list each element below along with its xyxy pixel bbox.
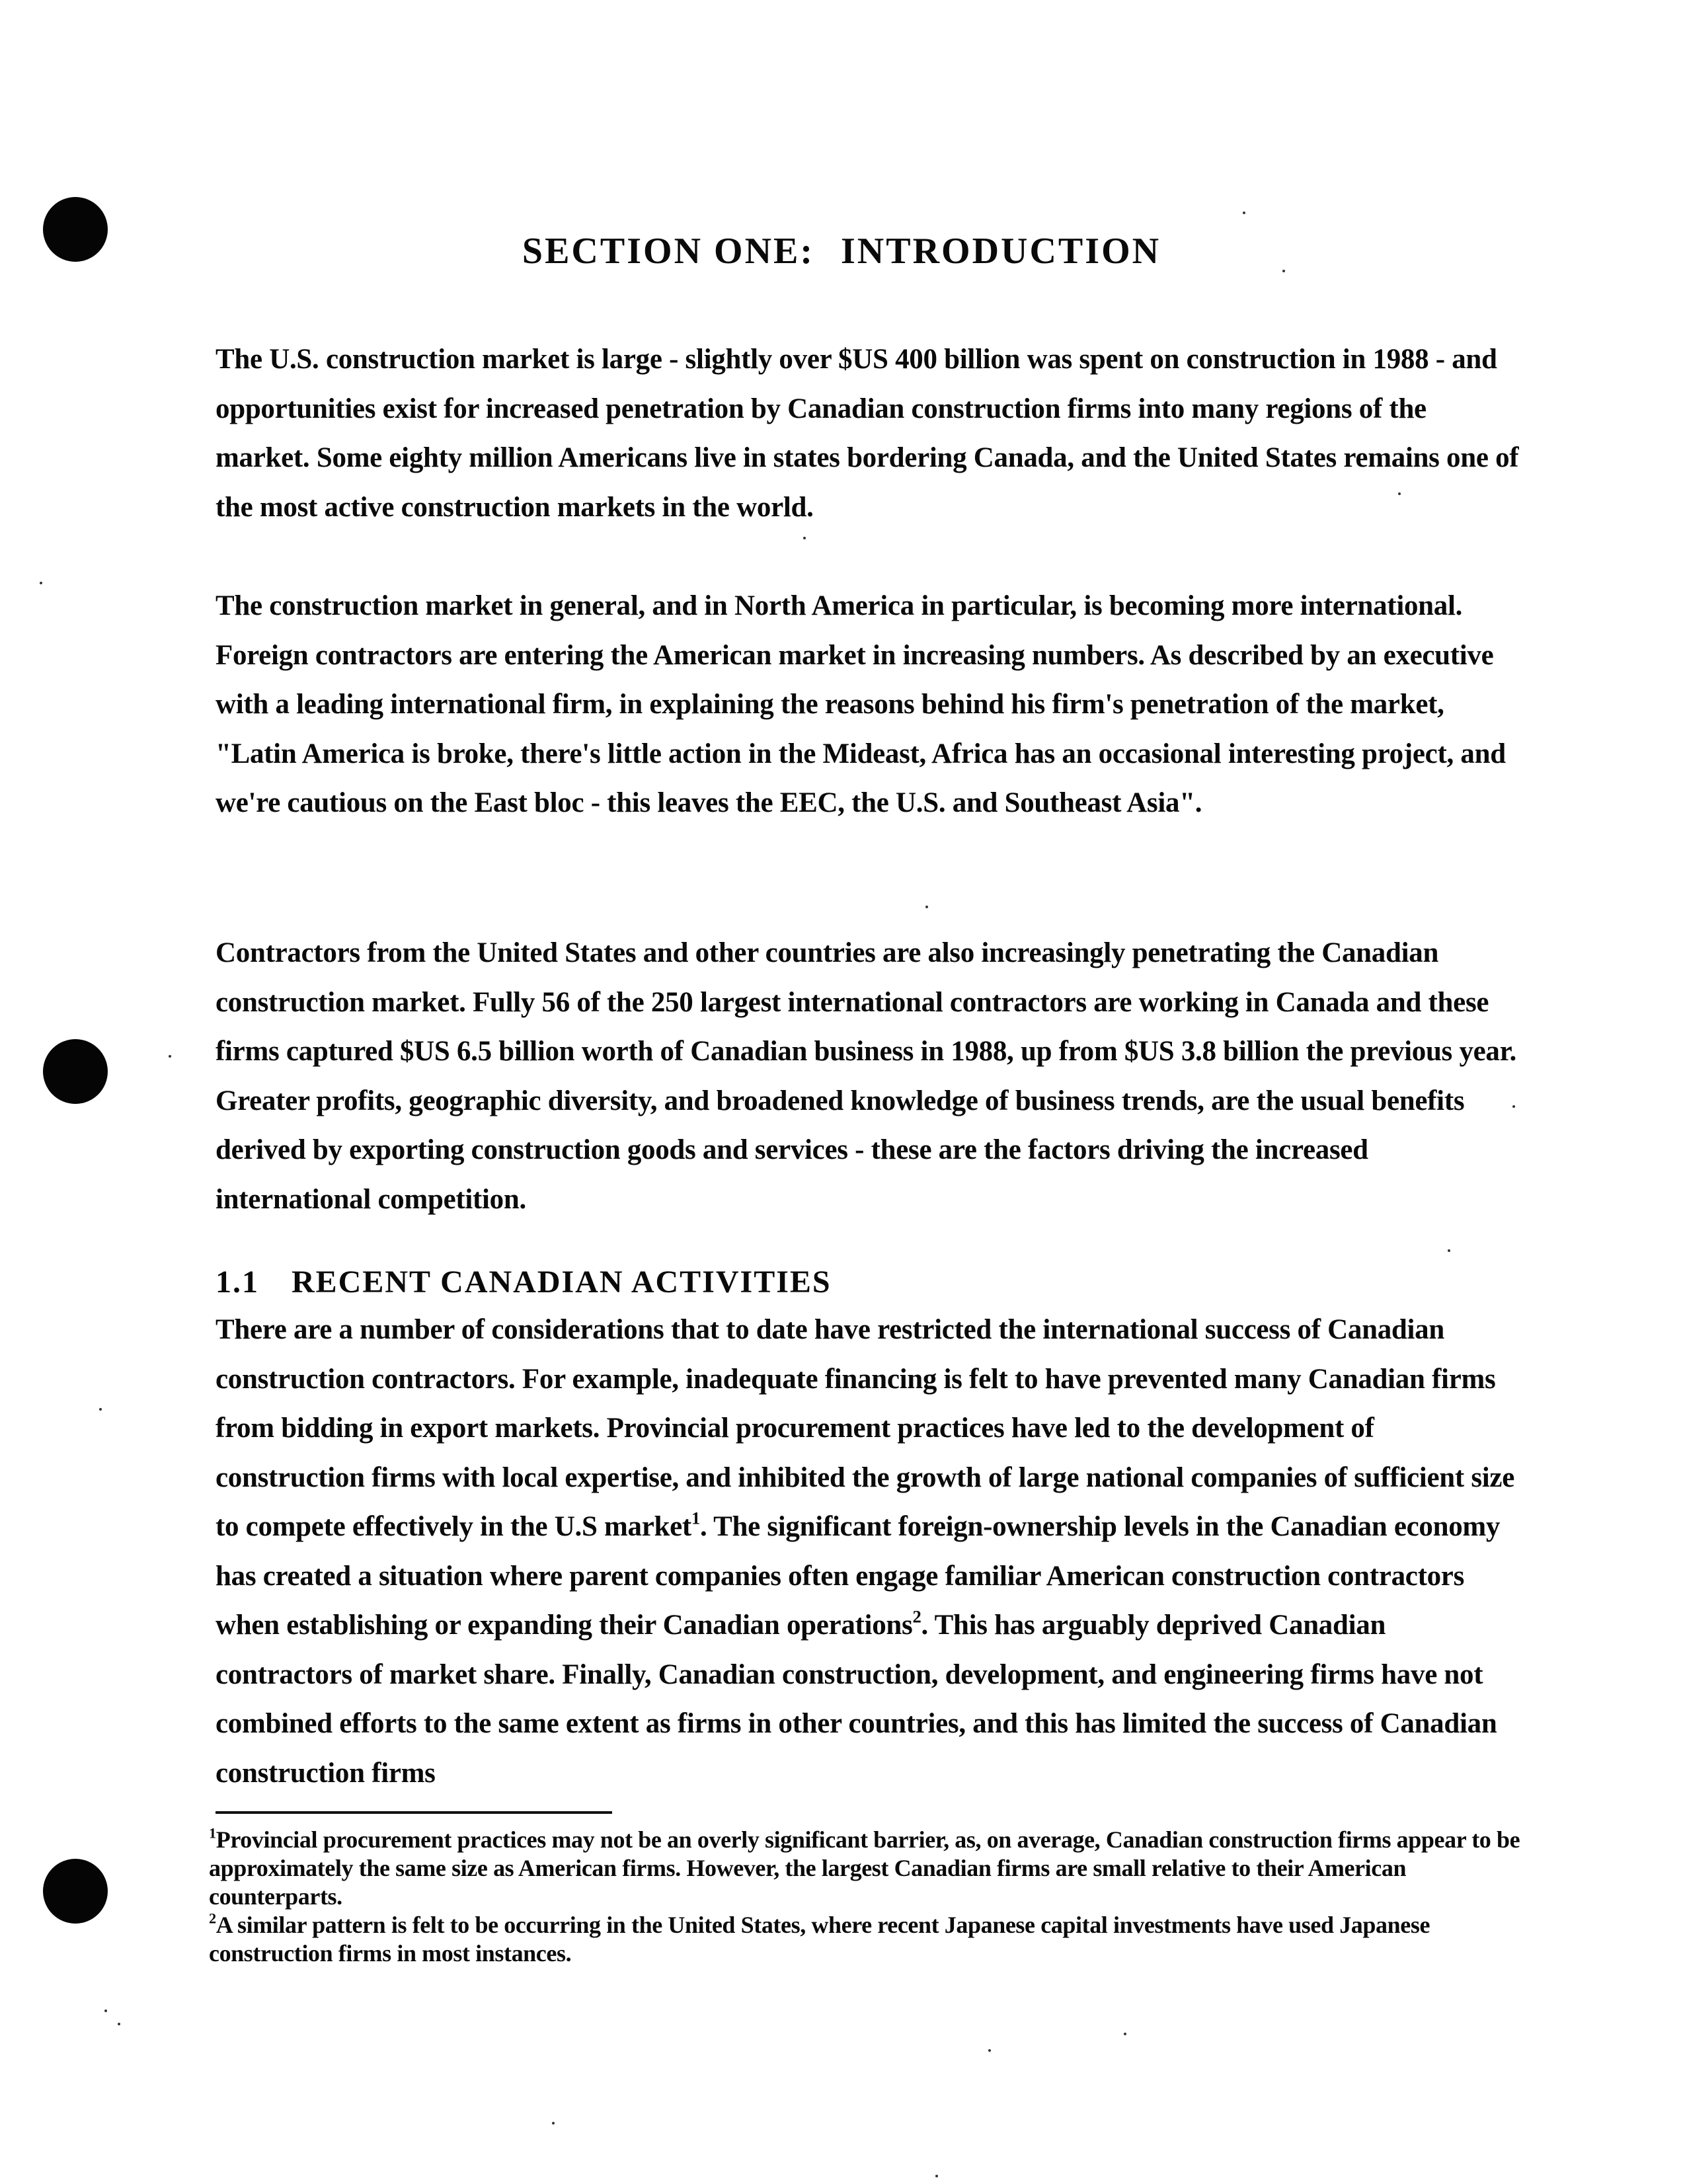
footnote-reference-1: 1 <box>691 1508 700 1528</box>
scan-speck <box>118 2023 120 2025</box>
scan-speck <box>803 537 806 539</box>
scan-speck <box>1448 1249 1450 1252</box>
punch-hole-bottom <box>43 1859 108 1924</box>
section-heading-title: INTRODUCTION <box>841 231 1161 272</box>
subsection-title: RECENT CANADIAN ACTIVITIES <box>292 1265 832 1300</box>
footnote-2-marker: 2 <box>209 1910 216 1927</box>
scan-speck <box>925 906 928 908</box>
footnotes <box>209 1826 1524 1968</box>
intro-paragraph-2: The construction market in general, and in North America in particular, is becoming more international. Foreign contractors are entering the American market in increasing numbers. As described by an executive with a leading international firm, in explaining the reasons behind his firm's penetration of the market, "Latin America is broke, there's little action in the Mideast, Africa has an occasional interesting project, and we're cautious on the East bloc - this leaves the EEC, the U.S. and Southeast Asia". <box>215 590 1506 818</box>
subsection-heading <box>215 1264 832 1300</box>
footnote-reference-2: 2 <box>912 1606 921 1627</box>
intro-paragraph-3: Contractors from the United States and other countries are also increasingly penetrating the Canadian construction market. Fully 56 of the 250 largest international contractors are working in Canada and these firms captured $US 6.5 billion worth of Canadian business in 1988, up from $US 3.8 billion the previous year. Greater profits, geographic diversity, and broadened knowledge of business trends, are the usual benefits derived by exporting construction goods and services - these are the factors driving the increased international competition. <box>215 937 1516 1215</box>
footnote-2-text: A similar pattern is felt to be occurring in the United States, where recent Japanese capital investments have used Japanese construction firms in most instances. <box>209 1912 1430 1967</box>
scan-speck <box>552 2122 555 2125</box>
scan-speck <box>104 2009 107 2012</box>
footnote-divider <box>215 1811 612 1814</box>
section-heading <box>0 230 1683 272</box>
footnote-1 <box>209 1826 1524 1911</box>
scan-speck <box>1243 212 1245 214</box>
intro-paragraph-1: The U.S. construction market is large - slightly over $US 400 billion was spent on construction in 1988 - and opportunities exist for increased penetration by Canadian construction firms into many regions of the market. Some eighty million Americans live in states bordering Canada, and the United States remains one of the most active construction markets in the world. <box>215 344 1519 523</box>
scan-speck <box>99 1408 102 1411</box>
footnote-2 <box>209 1911 1524 1968</box>
scan-speck <box>169 1055 171 1058</box>
scan-speck <box>988 2049 991 2052</box>
scan-speck <box>935 2175 938 2177</box>
footnote-1-marker: 1 <box>209 1824 216 1842</box>
section-paragraph-text-b: . The significant foreign-ownership levels in the Canadian economy has created a situation where parent companies often engage familiar American construction contractors when establishing or expanding their Canadian operations <box>215 1511 1501 1641</box>
scan-speck <box>40 582 42 584</box>
section-heading-label: SECTION ONE: <box>522 231 815 272</box>
section-paragraph-text-a: There are a number of considerations that to date have restricted the international success of Canadian construction contractors. For example, inadequate financing is felt to have prevented many Canadian firms from bidding in export markets. Provincial procurement practices have led to the development of construction firms with local expertise, and inhibited the growth of large national companies of sufficient size to compete effectively in the U.S market <box>215 1314 1514 1542</box>
section-paragraph-text-c: . This has arguably deprived Canadian contractors of market share. Finally, Canadian construction, development, and engineering firms have not combined efforts to the same extent as firms in other countries, and this has limited the success of Canadian construction firms <box>215 1610 1497 1789</box>
footnote-1-text: Provincial procurement practices may not be an overly significant barrier, as, on average, Canadian construction firms appear to be approximately the same size as American firms. However, the largest Canadian firms are small relative to their American counterparts. <box>209 1826 1520 1910</box>
scan-speck <box>1124 2033 1126 2035</box>
subsection-number: 1.1 <box>215 1265 259 1300</box>
punch-hole-middle <box>43 1039 108 1104</box>
section-paragraph <box>215 1306 1524 1798</box>
